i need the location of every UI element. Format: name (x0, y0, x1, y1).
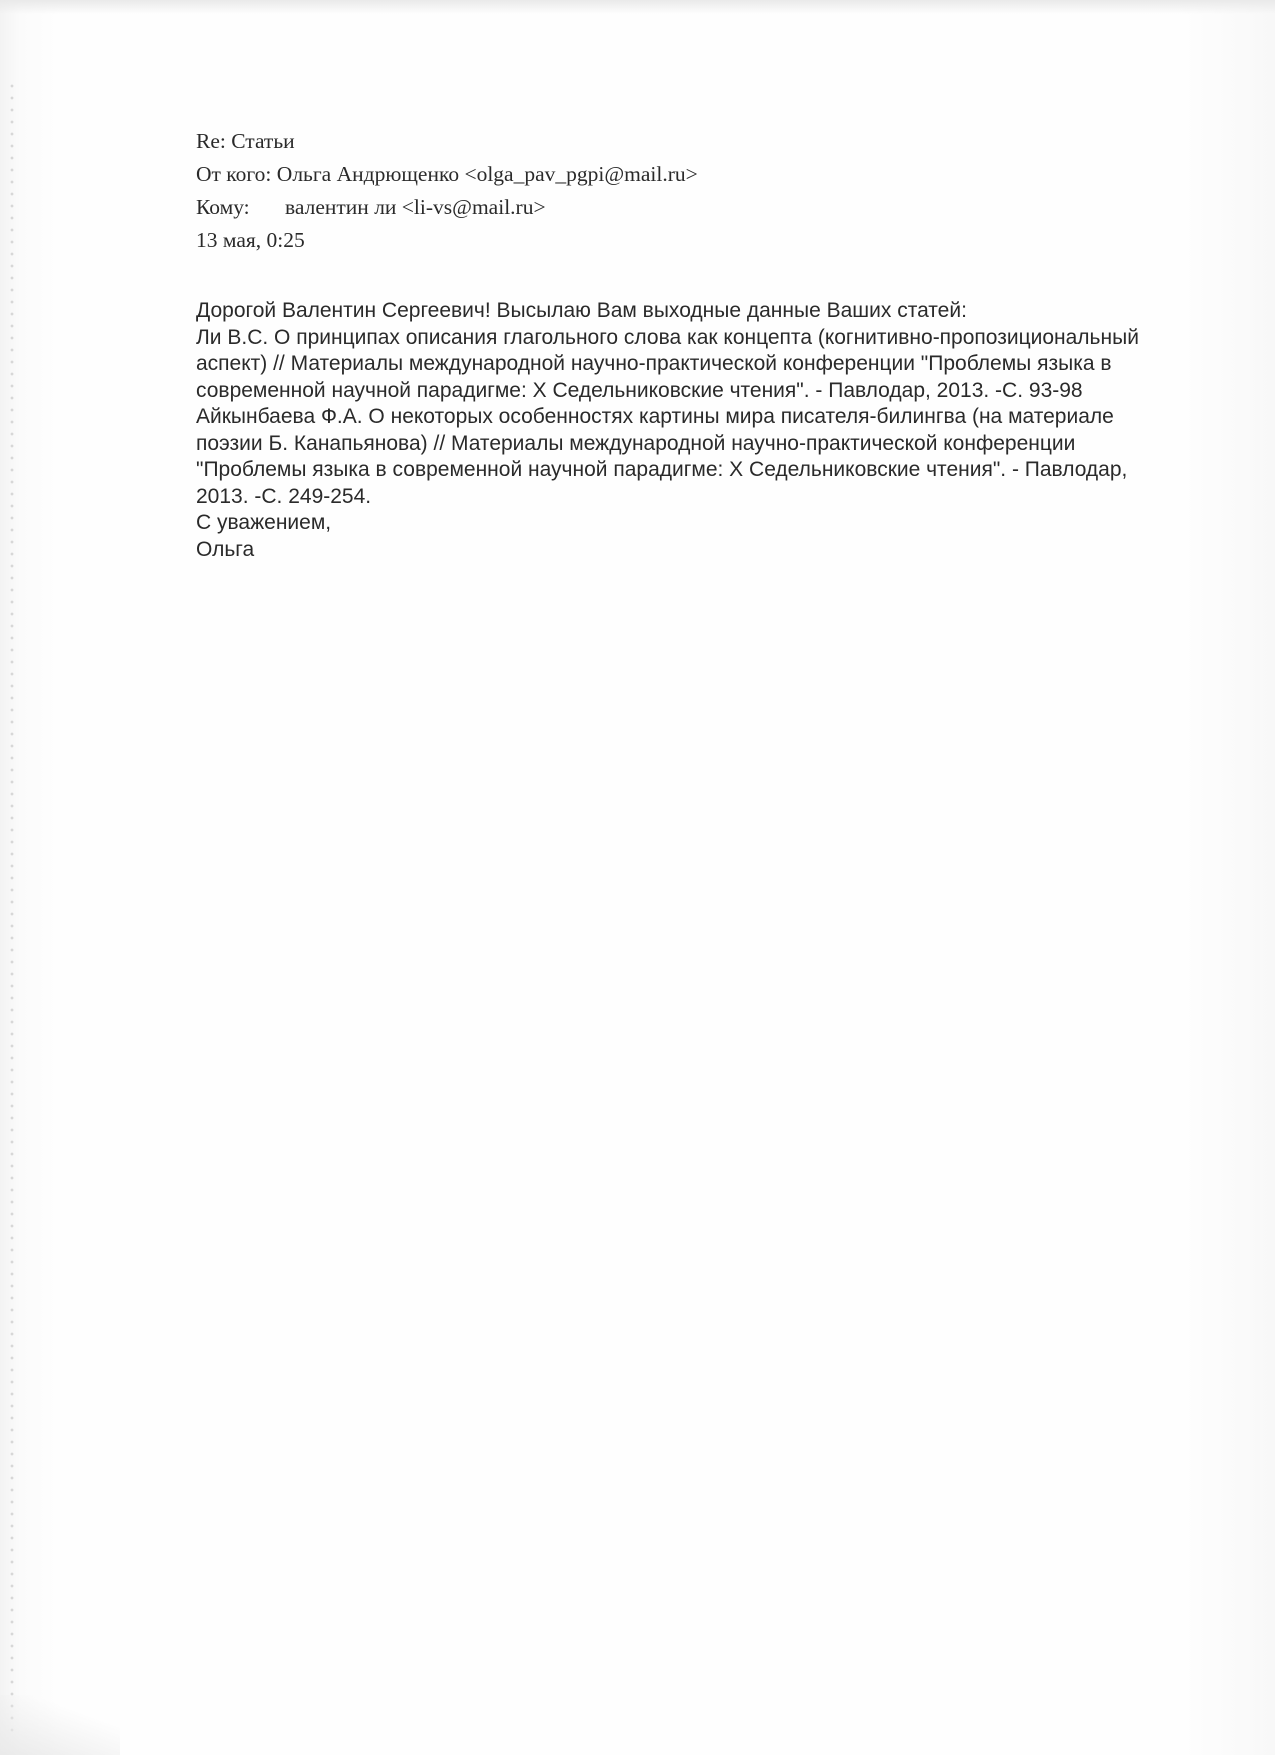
greeting: Дорогой Валентин Сергеевич! Высылаю Вам выходные данные Ваших статей: (196, 299, 967, 322)
scan-top-shadow (0, 0, 1275, 14)
reference-item: Ли В.С. О принципах описания глагольного слова как концепта (когнитивно-пропозициональный аспект) // Материалы международной научно-практической конференции "Проблемы языка в современной научной парадигме: X Седельниковские чтения". - Павлодар, 2013. -С. 93-98 (196, 325, 1139, 402)
perforation-edge (10, 80, 14, 1740)
email-printout (196, 126, 1156, 563)
from-label: От кого: (196, 162, 272, 186)
email-subject: Re: Статьи (196, 129, 295, 153)
scan-corner-shadow (0, 1695, 120, 1755)
reference-item: Айкынбаева Ф.А. О некоторых особенностях картины мира писателя-билингва (на материале поэзии Б. Канапьянова) // Материалы международной научно-практической конференции "Проблемы языка в современной научной парадигме: X Седельниковские чтения". - Павлодар, 2013. -С. 249-254. (196, 405, 1128, 508)
email-body (196, 298, 1156, 563)
to-label: Кому: (196, 195, 250, 219)
closing: С уважением, (196, 511, 332, 534)
email-date: 13 мая, 0:25 (196, 228, 305, 252)
email-from (196, 159, 1156, 190)
to-value: валентин ли <li-vs@mail.ru> (285, 195, 546, 219)
from-value: Ольга Андрющенко <olga_pav_pgpi@mail.ru> (276, 162, 698, 186)
email-to (196, 192, 1156, 223)
signature-name: Ольга (196, 537, 255, 561)
